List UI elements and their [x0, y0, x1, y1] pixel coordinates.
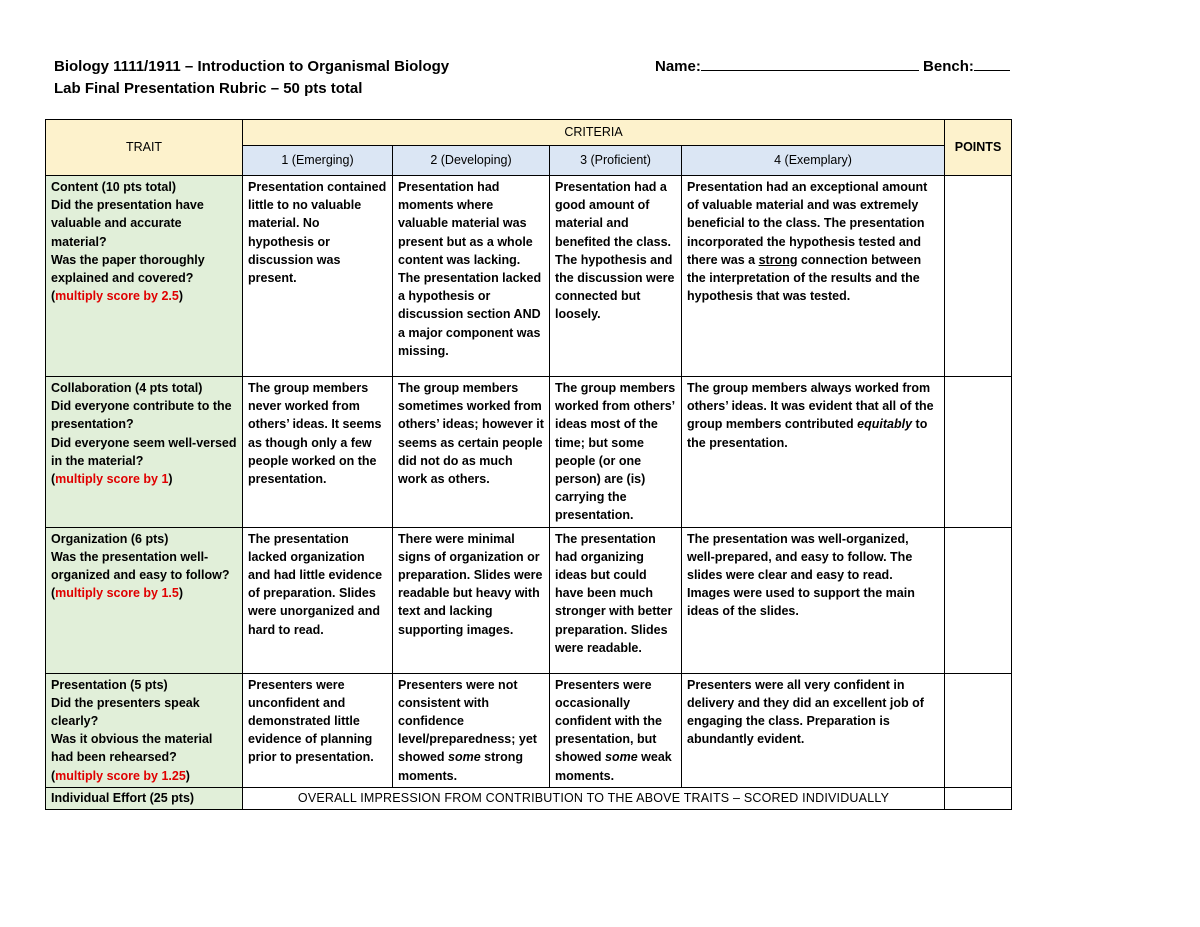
- criteria-cell: Presenters were not consistent with confidence level/preparedness; yet showed some strong moments.: [393, 673, 550, 787]
- emphasis-equitably: equitably: [857, 417, 913, 432]
- trait-header: TRAIT: [46, 120, 243, 176]
- multiplier-line: (multiply score by 1.25): [51, 768, 190, 783]
- criteria-cell: Presenters were unconfident and demonstrated little evidence of planning prior to presentation.: [243, 673, 393, 787]
- multiplier-text: multiply score by 1.25: [55, 768, 186, 783]
- trait-question: Was the presentation well-organized and easy to follow?: [51, 549, 230, 583]
- trait-question: Did the presenters speak clearly?: [51, 695, 200, 729]
- emphasis-strong: strong: [758, 252, 798, 267]
- effort-description: OVERALL IMPRESSION FROM CONTRIBUTION TO THE ABOVE TRAITS – SCORED INDIVIDUALLY: [243, 787, 945, 809]
- rubric-subtitle: Lab Final Presentation Rubric – 50 pts total: [54, 80, 363, 97]
- trait-question: Was it obvious the material had been rehearsed?: [51, 732, 213, 765]
- trait-title: Collaboration (4 pts total): [51, 381, 203, 395]
- name-label: Name:: [655, 58, 701, 75]
- points-header: POINTS: [945, 120, 1012, 176]
- level-1-header: 1 (Emerging): [243, 146, 393, 176]
- level-4-header: 4 (Exemplary): [682, 146, 945, 176]
- criteria-cell: Presenters were all very confident in delivery and they did an excellent job of engaging the class. Preparation is abundantly evident.: [682, 673, 945, 787]
- course-title: Biology 1111/1911 – Introduction to Organismal Biology: [54, 58, 450, 75]
- points-cell[interactable]: [945, 787, 1012, 809]
- criteria-cell: Presentation had moments where valuable material was present but as a whole content was lacking. The presentation lacked a hypothesis or discussion section AND a major component was missing.: [393, 176, 550, 377]
- trait-title: Organization (6 pts): [51, 531, 169, 546]
- multiplier-text: multiply score by 1.5: [55, 586, 179, 601]
- trait-cell-content: [46, 176, 243, 377]
- criteria-cell: The group members sometimes worked from others’ ideas; however it seems as certain people did not do as much work as others.: [393, 377, 550, 528]
- table-row: [46, 673, 1012, 787]
- trait-title: Content (10 pts total): [51, 180, 176, 194]
- points-cell[interactable]: [945, 527, 1012, 673]
- trait-cell-organization: [46, 527, 243, 673]
- criteria-cell: The group members worked from others’ ideas most of the time; but some people (or one person) are (is) carrying the presentation.: [550, 377, 682, 528]
- points-cell[interactable]: [945, 673, 1012, 787]
- trait-title: Presentation (5 pts): [51, 677, 168, 692]
- emphasis-some: some: [605, 750, 638, 765]
- criteria-cell: The presentation lacked organization and had little evidence of preparation. Slides were unorganized and hard to read.: [243, 527, 393, 673]
- criteria-cell: The presentation had organizing ideas but could have been much stronger with better preparation. Slides were readable.: [550, 527, 682, 673]
- name-bench-line: [655, 56, 1010, 78]
- bench-label: Bench:: [923, 58, 974, 75]
- table-row: [46, 377, 1012, 528]
- trait-question: Was the paper thoroughly explained and covered?: [51, 252, 205, 286]
- criteria-cell: The group members always worked from others’ ideas. It was evident that all of the group members contributed equitably to the presentation.: [682, 377, 945, 528]
- multiplier-line: (multiply score by 1): [51, 472, 173, 487]
- table-row: [46, 527, 1012, 673]
- level-2-header: 2 (Developing): [393, 146, 550, 176]
- trait-question: Did everyone seem well-versed in the material?: [51, 435, 237, 468]
- trait-cell-collaboration: [46, 377, 243, 528]
- multiplier-line: (multiply score by 1.5): [51, 586, 184, 601]
- criteria-cell: Presentation contained little to no valuable material. No hypothesis or discussion was present.: [243, 176, 393, 377]
- criteria-cell: Presentation had a good amount of material and benefited the class. The hypothesis and the discussion were connected but loosely.: [550, 176, 682, 377]
- trait-question: Did the presentation have valuable and accurate material?: [51, 198, 204, 249]
- multiplier-line: (multiply score by 2.5): [51, 289, 184, 304]
- effort-label: Individual Effort (25 pts): [46, 787, 243, 809]
- points-cell[interactable]: [945, 377, 1012, 528]
- level-3-header: 3 (Proficient): [550, 146, 682, 176]
- rubric-table: [45, 119, 1012, 810]
- criteria-cell: The presentation was well-organized, well-prepared, and easy to follow. The slides were clear and easy to read. Images were used to support the main ideas of the slides.: [682, 527, 945, 673]
- points-cell[interactable]: [945, 176, 1012, 377]
- trait-cell-presentation: [46, 673, 243, 787]
- multiplier-text: multiply score by 2.5: [55, 289, 179, 304]
- criteria-header: CRITERIA: [243, 120, 945, 146]
- multiplier-text: multiply score by 1: [55, 472, 169, 487]
- name-blank-field[interactable]: [701, 56, 919, 71]
- table-row: [46, 176, 1012, 377]
- table-row: [46, 787, 1012, 809]
- bench-blank-field[interactable]: [974, 56, 1010, 71]
- criteria-cell: There were minimal signs of organization or preparation. Slides were readable but heavy with text and lacking supporting images.: [393, 527, 550, 673]
- criteria-cell: The group members never worked from others’ ideas. It seems as though only a few people worked on the presentation.: [243, 377, 393, 528]
- emphasis-some: some: [448, 750, 481, 765]
- document-header: [54, 56, 449, 100]
- criteria-cell: Presenters were occasionally confident with the presentation, but showed some weak moments.: [550, 673, 682, 787]
- criteria-cell: Presentation had an exceptional amount of valuable material and was extremely beneficial to the class. The presentation incorporated the hypothesis tested and there was a strong connection between the interpretation of the results and the hypothesis that was tested.: [682, 176, 945, 377]
- trait-question: Did everyone contribute to the presentation?: [51, 399, 232, 432]
